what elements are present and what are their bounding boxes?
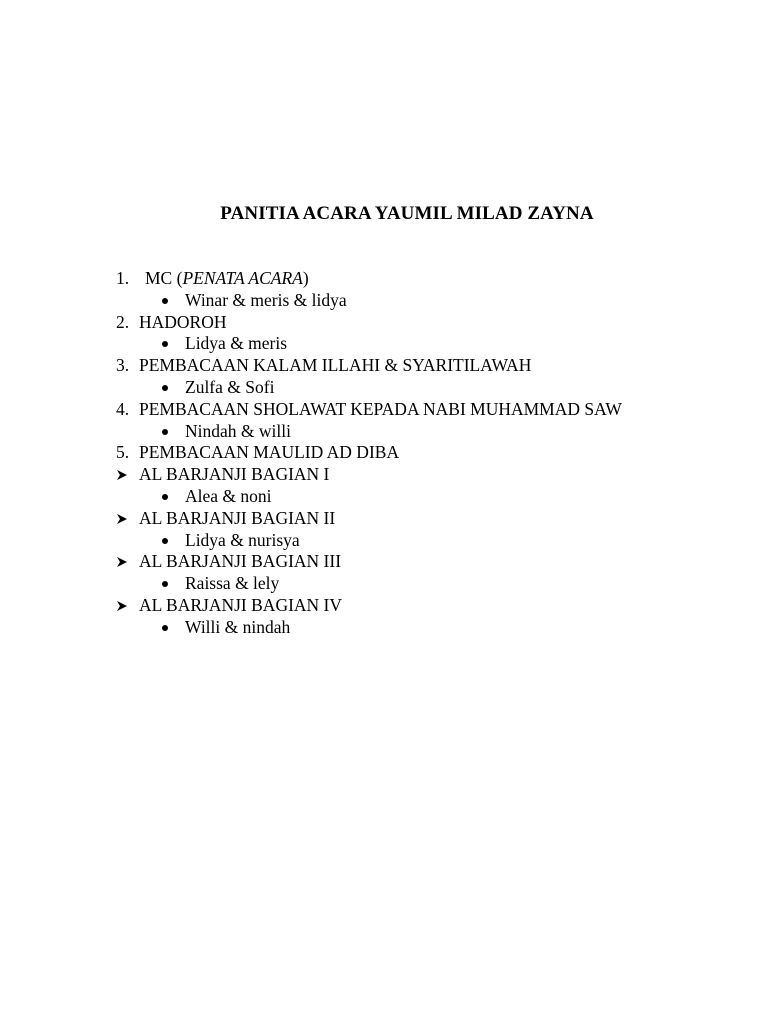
sub-list-item-label: AL BARJANJI BAGIAN I: [139, 464, 330, 485]
list-number: 3.: [116, 355, 130, 376]
member-names: Zulfa & Sofi: [185, 376, 275, 397]
list-item: [0, 312, 768, 334]
sub-list-item-label: AL BARJANJI BAGIAN III: [139, 551, 342, 572]
arrow-bullet-icon: [116, 556, 128, 568]
member-line: [0, 573, 768, 595]
list-number: 5.: [116, 442, 130, 463]
member-names: Lidya & nurisya: [185, 529, 300, 550]
label-prefix: MC (: [145, 268, 183, 288]
bullet-dot-icon: [162, 341, 168, 347]
arrow-bullet-icon: [116, 469, 128, 481]
arrow-bullet-icon: [116, 600, 128, 612]
member-names: Alea & noni: [185, 485, 272, 506]
member-line: [0, 530, 768, 552]
sub-list-item: [0, 508, 768, 530]
member-line: [0, 333, 768, 355]
sub-list-item-label: AL BARJANJI BAGIAN IV: [139, 594, 343, 615]
member-names: Winar & meris & lidya: [185, 289, 347, 310]
list-item: [0, 399, 768, 421]
bullet-dot-icon: [162, 625, 168, 631]
member-names: Lidya & meris: [185, 333, 288, 354]
member-names: Raissa & lely: [185, 573, 280, 594]
list-number: 2.: [116, 311, 130, 332]
list-item: [0, 442, 768, 464]
sub-list-item: [0, 464, 768, 486]
member-line: [0, 290, 768, 312]
member-line: [0, 486, 768, 508]
member-names: Willi & nindah: [185, 616, 291, 637]
sub-list-item-label: AL BARJANJI BAGIAN II: [139, 507, 336, 528]
list-item-label: HADOROH: [139, 311, 227, 332]
list-item-label: PEMBACAAN MAULID AD DIBA: [139, 442, 400, 463]
list-item-label: PEMBACAAN SHOLAWAT KEPADA NABI MUHAMMAD SAW: [139, 398, 622, 419]
list-number: 4.: [116, 398, 130, 419]
bullet-dot-icon: [162, 298, 168, 304]
bullet-dot-icon: [162, 494, 168, 500]
arrow-bullet-icon: [116, 513, 128, 525]
bullet-dot-icon: [162, 385, 168, 391]
label-suffix: ): [302, 268, 309, 288]
list-item-label: PEMBACAAN KALAM ILLAHI & SYARITILAWAH: [139, 355, 532, 376]
member-line: [0, 377, 768, 399]
list-item-label: [145, 268, 309, 290]
committee-list: [0, 268, 768, 639]
sub-list-item: [0, 551, 768, 573]
list-item: [0, 268, 768, 290]
list-item: [0, 355, 768, 377]
bullet-dot-icon: [162, 429, 168, 435]
member-line: [0, 617, 768, 639]
sub-list-item: [0, 595, 768, 617]
member-line: [0, 421, 768, 443]
label-italic: PENATA ACARA: [182, 268, 303, 288]
member-names: Nindah & willi: [185, 420, 291, 441]
bullet-dot-icon: [162, 538, 168, 544]
document-title: PANITIA ACARA YAUMIL MILAD ZAYNA: [220, 203, 594, 224]
list-number: 1.: [116, 268, 130, 288]
bullet-dot-icon: [162, 581, 168, 587]
